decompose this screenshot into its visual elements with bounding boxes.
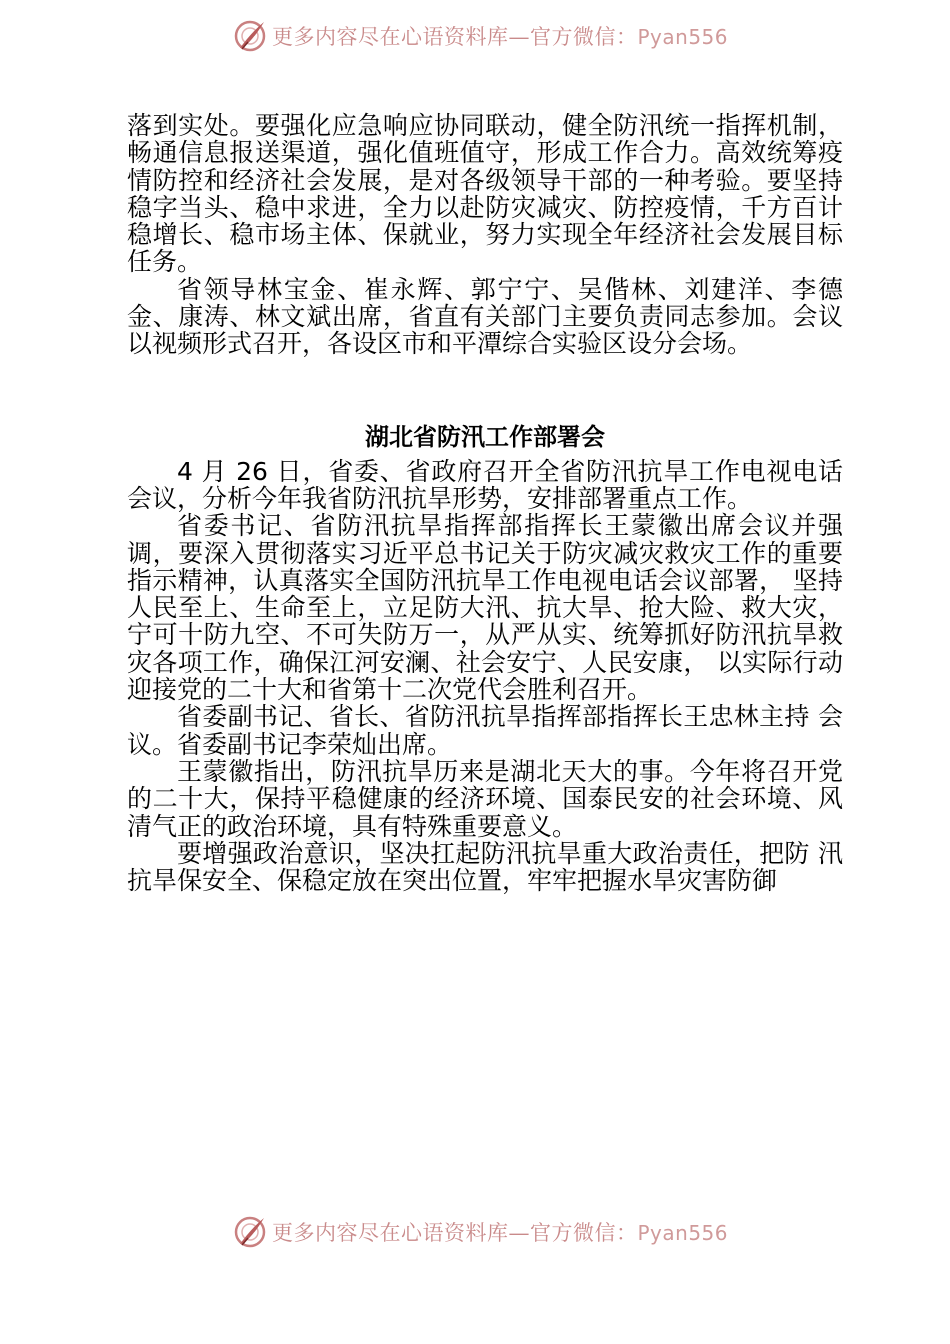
paragraph: 4 月 26 日，省委、省政府召开全省防汛抗旱工作电视电话会议，分析今年我省防汛抗旱形势，安排部署重点工作。 xyxy=(127,456,843,513)
paragraph: 要增强政治意识，坚决扛起防汛抗旱重大政治责任，把防 汛抗旱保安全、保稳定放在突出位置，牢牢把握水旱灾害防御 xyxy=(127,838,843,896)
watermark-id: Pyan556 xyxy=(637,25,729,49)
quill-logo-icon xyxy=(232,18,268,54)
watermark-id: Pyan556 xyxy=(637,1221,729,1245)
paragraph: 省委书记、省防汛抗旱指挥部指挥长王蒙徽出席会议并强调，要深入贯彻落实习近平总书记关于防灾减灾救灾工作的重要指示精神，认真落实全国防汛抗旱工作电视电话会议部署， 坚持人民至上、生命至上，立足防大汛、抗大旱、抢大险、救大灾，宁可十防九空、不可失防万一，从严从实、统筹抓好防汛抗旱救灾各项工作，确保江河安澜、社会安宁、人民安康， 以实际行动迎接党的二十大和省第十二次党代会胜利召开。 xyxy=(127,511,843,705)
quill-logo-icon xyxy=(232,1214,268,1250)
watermark-text: 更多内容尽在心语资料库—官方微信： xyxy=(272,1221,638,1245)
document-body xyxy=(127,112,843,894)
watermark-text: 更多内容尽在心语资料库—官方微信： xyxy=(272,25,638,49)
paragraph: 省领导林宝金、崔永辉、郭宁宁、吴偕林、刘建洋、李德金、康涛、林文斌出席，省直有关部门主要负责同志参加。会议以视频形式召开，各设区市和平潭综合实验区设分会场。 xyxy=(127,274,843,359)
section-title: 湖北省防汛工作部署会 xyxy=(365,421,605,451)
header-watermark xyxy=(232,16,752,56)
paragraph: 省委副书记、省长、省防汛抗旱指挥部指挥长王忠林主持 会议。省委副书记李荣灿出席。 xyxy=(127,702,843,759)
paragraph: 落到实处。要强化应急响应协同联动，健全防汛统一指挥机制， 畅通信息报送渠道，强化值班值守，形成工作合力。高效统筹疫情防控和经济社会发展，是对各级领导干部的一种考验。要坚持稳字当头、稳中求进，全力以赴防灾减灾、防控疫情，千方百计稳增长、稳市场主体、保就业，努力实现全年经济社会发展目标任务。 xyxy=(127,111,843,277)
footer-watermark xyxy=(232,1212,752,1252)
paragraph: 王蒙徽指出，防汛抗旱历来是湖北天大的事。今年将召开党的二十大，保持平稳健康的经济环境、国泰民安的社会环境、风清气正的政治环境，具有特殊重要意义。 xyxy=(127,756,843,841)
